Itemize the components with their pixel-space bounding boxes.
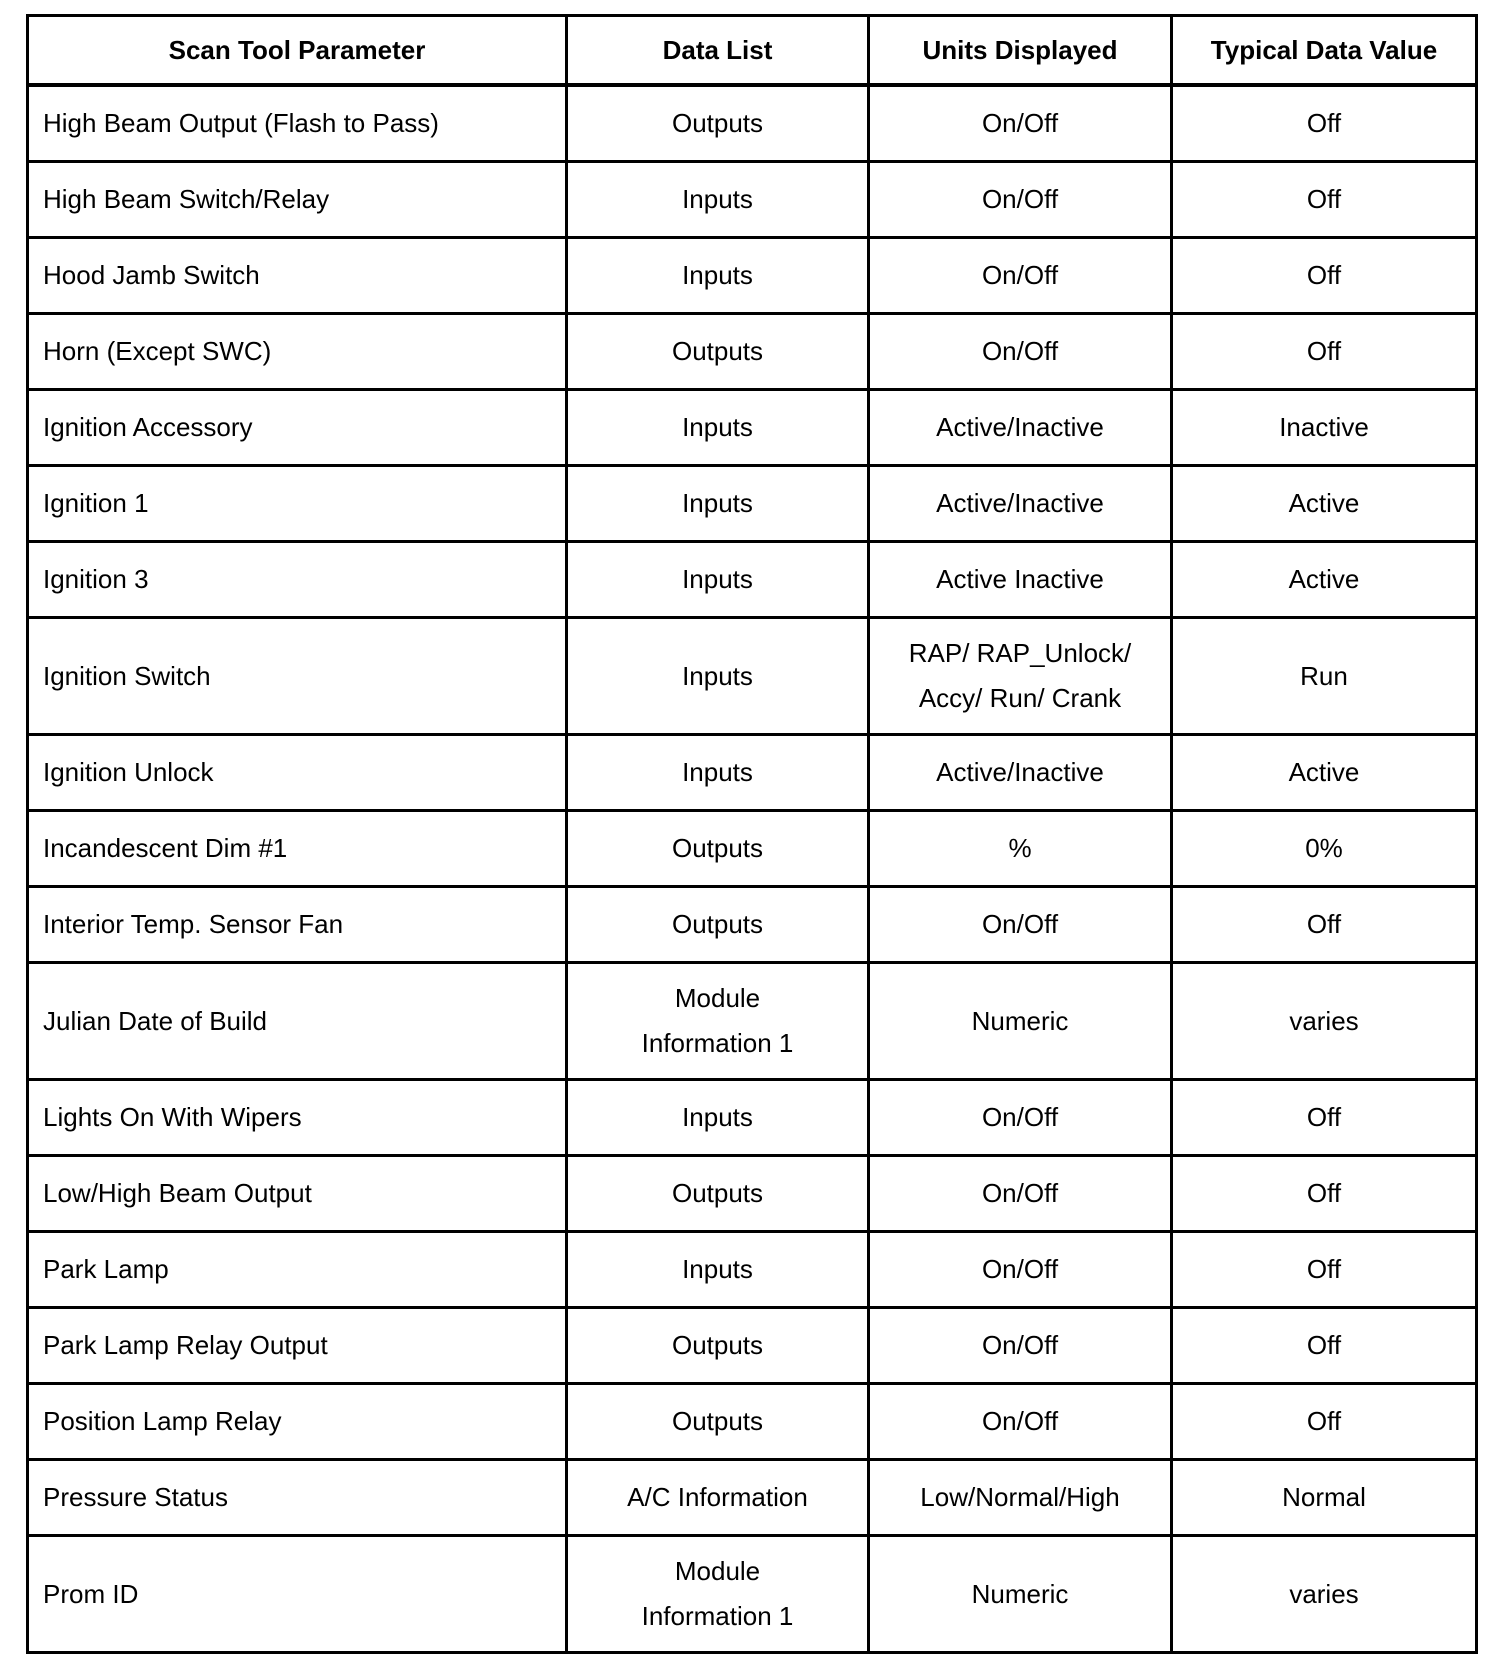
- cell-units: Low/Normal/High: [869, 1460, 1172, 1536]
- cell-data-list: Inputs: [567, 542, 869, 618]
- cell-units: On/Off: [869, 1080, 1172, 1156]
- cell-data-list: Outputs: [567, 85, 869, 162]
- cell-typical: Run: [1172, 618, 1477, 735]
- table-row: [28, 735, 1477, 811]
- cell-units: Active/Inactive: [869, 390, 1172, 466]
- cell-typical: Off: [1172, 1308, 1477, 1384]
- cell-parameter: Pressure Status: [28, 1460, 567, 1536]
- cell-data-list: Outputs: [567, 887, 869, 963]
- cell-typical: Off: [1172, 85, 1477, 162]
- cell-parameter: Lights On With Wipers: [28, 1080, 567, 1156]
- cell-units: On/Off: [869, 85, 1172, 162]
- table-row: [28, 238, 1477, 314]
- cell-parameter: Julian Date of Build: [28, 963, 567, 1080]
- table-row: [28, 1232, 1477, 1308]
- cell-typical: Active: [1172, 735, 1477, 811]
- table-row: [28, 542, 1477, 618]
- cell-units: On/Off: [869, 238, 1172, 314]
- cell-typical: Off: [1172, 1080, 1477, 1156]
- cell-units: On/Off: [869, 162, 1172, 238]
- header-parameter: Scan Tool Parameter: [28, 16, 567, 86]
- table-row: [28, 1308, 1477, 1384]
- cell-typical: Off: [1172, 1384, 1477, 1460]
- header-typical-data-value: Typical Data Value: [1172, 16, 1477, 86]
- cell-units: On/Off: [869, 314, 1172, 390]
- cell-units: %: [869, 811, 1172, 887]
- cell-data-list: Inputs: [567, 1232, 869, 1308]
- cell-data-list: [567, 963, 869, 1080]
- cell-units: Numeric: [869, 1536, 1172, 1653]
- cell-data-list: Inputs: [567, 1080, 869, 1156]
- cell-units: Active/Inactive: [869, 735, 1172, 811]
- table-row: [28, 618, 1477, 735]
- table-row: [28, 887, 1477, 963]
- cell-data-list: Outputs: [567, 811, 869, 887]
- cell-units: On/Off: [869, 1308, 1172, 1384]
- table-row: [28, 1536, 1477, 1653]
- table-row: [28, 390, 1477, 466]
- cell-parameter: Ignition Unlock: [28, 735, 567, 811]
- table-row: [28, 466, 1477, 542]
- cell-parameter: High Beam Output (Flash to Pass): [28, 85, 567, 162]
- cell-typical: Off: [1172, 1156, 1477, 1232]
- table-row: [28, 314, 1477, 390]
- cell-typical: 0%: [1172, 811, 1477, 887]
- header-data-list: Data List: [567, 16, 869, 86]
- cell-typical: Active: [1172, 466, 1477, 542]
- scan-tool-parameter-table: [26, 14, 1478, 1654]
- cell-data-list: Inputs: [567, 466, 869, 542]
- cell-units: Active Inactive: [869, 542, 1172, 618]
- cell-typical: Inactive: [1172, 390, 1477, 466]
- table-row: [28, 85, 1477, 162]
- cell-typical: Off: [1172, 238, 1477, 314]
- cell-data-list: Inputs: [567, 618, 869, 735]
- table-row: [28, 162, 1477, 238]
- cell-typical: Off: [1172, 162, 1477, 238]
- cell-typical: Normal: [1172, 1460, 1477, 1536]
- table-row: [28, 963, 1477, 1080]
- cell-parameter: Ignition Switch: [28, 618, 567, 735]
- cell-parameter: Park Lamp Relay Output: [28, 1308, 567, 1384]
- cell-units: [869, 618, 1172, 735]
- cell-parameter: Prom ID: [28, 1536, 567, 1653]
- cell-data-list-line-2: Information 1: [641, 1601, 794, 1631]
- cell-parameter: Low/High Beam Output: [28, 1156, 567, 1232]
- header-units-displayed: Units Displayed: [869, 16, 1172, 86]
- cell-units: On/Off: [869, 1156, 1172, 1232]
- cell-units: On/Off: [869, 887, 1172, 963]
- table-row: [28, 1460, 1477, 1536]
- cell-parameter: High Beam Switch/Relay: [28, 162, 567, 238]
- cell-data-list: Outputs: [567, 1308, 869, 1384]
- cell-data-list: A/C Information: [567, 1460, 869, 1536]
- cell-parameter: Park Lamp: [28, 1232, 567, 1308]
- cell-parameter: Ignition Accessory: [28, 390, 567, 466]
- cell-data-list-line-1: Module: [674, 983, 761, 1013]
- cell-units: Active/Inactive: [869, 466, 1172, 542]
- cell-data-list: Inputs: [567, 735, 869, 811]
- cell-typical: Active: [1172, 542, 1477, 618]
- cell-typical: varies: [1172, 963, 1477, 1080]
- cell-parameter: Hood Jamb Switch: [28, 238, 567, 314]
- cell-data-list: Inputs: [567, 390, 869, 466]
- cell-units-line-2: Accy/ Run/ Crank: [918, 683, 1122, 713]
- cell-data-list: Outputs: [567, 314, 869, 390]
- cell-typical: Off: [1172, 314, 1477, 390]
- cell-units: On/Off: [869, 1384, 1172, 1460]
- cell-data-list: Outputs: [567, 1156, 869, 1232]
- cell-units: Numeric: [869, 963, 1172, 1080]
- cell-data-list-line-1: Module: [674, 1556, 761, 1586]
- cell-data-list-line-2: Information 1: [641, 1028, 794, 1058]
- cell-parameter: Interior Temp. Sensor Fan: [28, 887, 567, 963]
- cell-typical: varies: [1172, 1536, 1477, 1653]
- cell-typical: Off: [1172, 1232, 1477, 1308]
- table-row: [28, 1156, 1477, 1232]
- table-header-row: [28, 16, 1477, 86]
- table-row: [28, 1384, 1477, 1460]
- cell-data-list: Inputs: [567, 162, 869, 238]
- cell-parameter: Ignition 1: [28, 466, 567, 542]
- cell-parameter: Position Lamp Relay: [28, 1384, 567, 1460]
- cell-data-list: Outputs: [567, 1384, 869, 1460]
- table-row: [28, 1080, 1477, 1156]
- table-row: [28, 811, 1477, 887]
- cell-data-list: [567, 1536, 869, 1653]
- cell-units-line-1: RAP/ RAP_Unlock/: [908, 638, 1132, 668]
- cell-data-list: Inputs: [567, 238, 869, 314]
- cell-parameter: Incandescent Dim #1: [28, 811, 567, 887]
- cell-parameter: Horn (Except SWC): [28, 314, 567, 390]
- cell-units: On/Off: [869, 1232, 1172, 1308]
- cell-parameter: Ignition 3: [28, 542, 567, 618]
- cell-typical: Off: [1172, 887, 1477, 963]
